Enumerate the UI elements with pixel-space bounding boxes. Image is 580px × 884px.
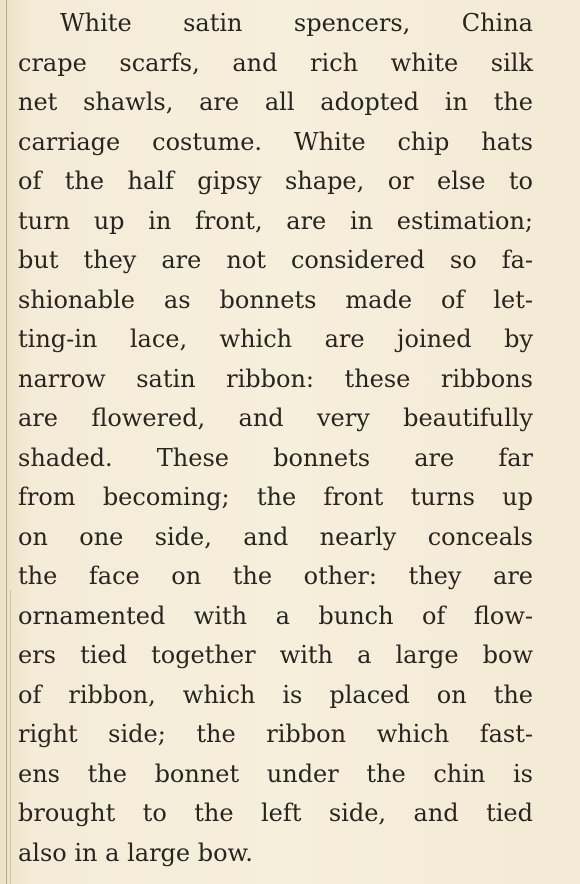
text-line: are flowered, and very beautifully [18, 404, 533, 432]
text-line: from becoming; the front turns up [18, 483, 533, 511]
text-line: ornamented with a bunch of flow- [18, 601, 533, 630]
text-line: of ribbon, which is placed on the [18, 680, 533, 709]
text-line: but they are not considered so fa- [18, 246, 533, 274]
text-line: narrow satin ribbon: these ribbons [18, 364, 533, 393]
text-line: also in a large bow. [18, 838, 253, 867]
text-line: turn up in front, are in estimation; [18, 206, 533, 235]
binding-edge-rule [6, 0, 7, 884]
paragraph [18, 4, 533, 873]
text-line: on one side, and nearly conceals [18, 522, 533, 551]
text-line: ers tied together with a large bow [18, 641, 533, 669]
text-line: White satin spencers, China [60, 9, 533, 37]
text-line: shaded. These bonnets are far [18, 443, 533, 472]
text-line: shionable as bonnets made of let- [18, 285, 533, 314]
text-line: brought to the left side, and tied [18, 799, 533, 827]
text-line: ens the bonnet under the chin is [18, 759, 533, 788]
text-line: right side; the ribbon which fast- [18, 720, 533, 748]
text-line: carriage costume. White chip hats [18, 127, 533, 156]
text-line: ting-in lace, which are joined by [18, 325, 533, 353]
text-line: crape scarfs, and rich white silk [18, 48, 533, 77]
text-line: of the half gipsy shape, or else to [18, 167, 533, 195]
binding-edge-rule-lower [10, 590, 11, 884]
text-line: net shawls, are all adopted in the [18, 88, 533, 116]
text-line: the face on the other: they are [18, 562, 533, 590]
